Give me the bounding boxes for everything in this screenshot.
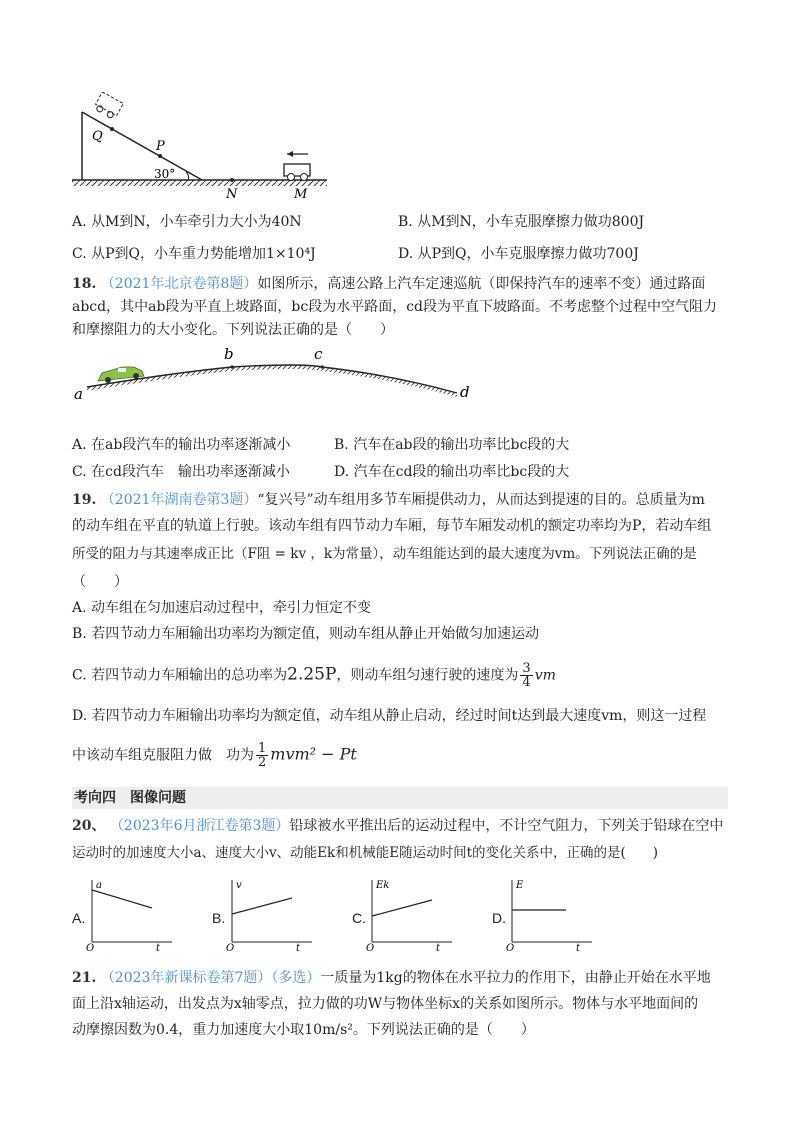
graph-d-label: D. bbox=[492, 910, 506, 926]
q19-text1: “复兴号”动车组用多节车厢提供动力，从而达到提速的目的。总质量为m bbox=[257, 492, 705, 508]
label-b: b bbox=[224, 345, 234, 363]
y-axis-label: Ek bbox=[376, 880, 390, 891]
q17-option-a: A. 从M到N，小车牵引力大小为40N bbox=[72, 214, 302, 230]
q19-option-b: B. 若四节动力车厢输出功率均为额定值，则动车组从静止开始做匀加速运动 bbox=[72, 626, 540, 642]
q20-stem-line2: 运动时的加速度大小a、速度大小v、动能Ek和机械能E随运动时间t的变化关系中，正确的是( ) bbox=[72, 845, 659, 861]
label-p: P bbox=[156, 139, 165, 154]
point-p-dot bbox=[158, 154, 162, 158]
cart bbox=[284, 164, 310, 181]
ground-hatch bbox=[72, 180, 327, 186]
q21-stem-line2: 面上沿x轴运动，出发点为x轴零点，拉力做的功W与物体坐标x的关系如图所示。物体与水平地面间的 bbox=[72, 996, 699, 1012]
q20-stem-line1 bbox=[72, 816, 723, 836]
q18-text1: 如图所示，高速公路上汽车定速巡航（即保持汽车的速率不变）通过路面 bbox=[257, 276, 706, 292]
q19-stem-line1 bbox=[72, 490, 705, 510]
q19-option-c-mid: ，则动车组匀速行驶的速度为 bbox=[336, 667, 519, 684]
q19-option-c-pre: C. 若四节动力车厢输出的总功率为 bbox=[72, 667, 288, 684]
q19-option-c-power: 2.25P bbox=[287, 664, 337, 685]
q19-option-d-line2 bbox=[72, 742, 357, 769]
q18-option-d: D. 汽车在cd段的输出功率比bc段的大 bbox=[334, 464, 570, 480]
y-axis-label: E bbox=[516, 880, 524, 891]
q19-source: （2021年湖南卷第3题） bbox=[100, 492, 258, 508]
q19-option-d-fraction bbox=[256, 742, 268, 769]
graph-line bbox=[92, 890, 152, 908]
q19-option-d-pre: 中该动车组克服阻力做 功为 bbox=[72, 747, 254, 764]
q19-stem-line2: 的动车组在平直的轨道上行驶。该动车组有四节动力车厢，每节车厢发动机的额定功率均为P，若动车组 bbox=[72, 518, 712, 534]
road-hatch bbox=[87, 365, 457, 397]
point-c-dot bbox=[320, 365, 323, 368]
q18-stem-line2: abcd，其中ab段为平直上坡路面，bc段为水平路面，cd段为平直下坡路面。不考虑整个过程中空气阻力 bbox=[72, 299, 718, 315]
fraction-numerator: 1 bbox=[258, 741, 267, 756]
q21-stem-line1 bbox=[72, 968, 711, 988]
q18-stem-line1 bbox=[72, 274, 705, 294]
origin-label: O bbox=[86, 943, 95, 952]
fraction-denominator: 4 bbox=[522, 675, 531, 690]
section-heading: 考向四 图像问题 bbox=[72, 787, 728, 809]
q18-option-c: C. 在cd段汽车 输出功率逐渐减小 bbox=[72, 464, 290, 480]
graph-d bbox=[506, 876, 596, 952]
point-q-dot bbox=[110, 127, 114, 131]
graph-line bbox=[232, 898, 292, 914]
label-m: M bbox=[294, 187, 308, 202]
q21-number: 21. bbox=[72, 970, 97, 986]
q21-text1: 一质量为1kg的物体在水平拉力的作用下，由静止开始在水平地 bbox=[320, 970, 711, 986]
graph-b-label: B. bbox=[212, 910, 226, 926]
q20-graphs bbox=[72, 876, 732, 956]
q19-option-c-fraction bbox=[520, 662, 532, 689]
graph-c bbox=[366, 876, 456, 952]
q20-number: 20、 bbox=[72, 818, 106, 834]
point-b-dot bbox=[230, 365, 233, 368]
incline-figure bbox=[72, 92, 332, 204]
label-c: c bbox=[314, 345, 323, 363]
q18-option-a: A. 在ab段汽车的输出功率逐渐减小 bbox=[72, 437, 291, 453]
dashed-cart bbox=[93, 92, 123, 120]
q19-option-d-line1: D. 若四节动力车厢输出功率均为额定值，动车组从静止启动，经过时间t达到最大速度vm，则这一过程 bbox=[72, 708, 707, 724]
road-figure bbox=[72, 345, 472, 405]
q18-number: 18. bbox=[72, 276, 97, 292]
graph-c-label: C. bbox=[352, 910, 366, 926]
q18-source: （2021年北京卷第8题） bbox=[100, 276, 258, 292]
origin-label: O bbox=[506, 943, 515, 952]
q19-option-a: A. 动车组在匀加速启动过程中，牵引力恒定不变 bbox=[72, 600, 372, 616]
q20-source: （2023年6月浙江卷第3题） bbox=[109, 818, 290, 834]
q18-stem-line3: 和摩擦阻力的大小变化。下列说法正确的是（ ） bbox=[72, 322, 394, 338]
label-angle: 30° bbox=[154, 167, 176, 181]
graph-line bbox=[372, 900, 432, 916]
fraction-numerator: 3 bbox=[522, 661, 531, 676]
label-a: a bbox=[74, 385, 83, 403]
x-axis-label: t bbox=[156, 943, 161, 952]
q19-stem-line3: 所受的阻力与其速率成正比（F阻 = kv ，k为常量），动车组能达到的最大速度为vm。下列说法正确的是 bbox=[72, 546, 697, 562]
q19-option-c-var: vm bbox=[534, 667, 556, 684]
x-axis-label: t bbox=[576, 943, 581, 952]
x-axis-label: t bbox=[296, 943, 301, 952]
q19-stem-line4: （ ） bbox=[72, 574, 128, 590]
q21-stem-line3: 动摩擦因数为0.4，重力加速度大小取10m/s²。下列说法正确的是（ ） bbox=[72, 1022, 535, 1038]
point-n-dot bbox=[230, 178, 234, 182]
origin-label: O bbox=[366, 943, 375, 952]
q19-option-c bbox=[72, 662, 556, 689]
graph-a bbox=[86, 876, 176, 952]
y-axis-label: v bbox=[236, 880, 242, 891]
graph-a-label: A. bbox=[72, 910, 86, 926]
q20-text1: 铅球被水平推出后的运动过程中，不计空气阻力，下列关于铅球在空中 bbox=[289, 818, 724, 834]
label-q: Q bbox=[92, 129, 103, 144]
y-axis-label: a bbox=[96, 880, 102, 891]
q17-option-d: D. 从P到Q，小车克服摩擦力做功700J bbox=[398, 246, 639, 262]
angle-arc bbox=[186, 172, 189, 180]
q19-option-d-expression: mvm² − Pt bbox=[270, 744, 357, 764]
incline-surface bbox=[82, 112, 202, 180]
q21-source: （2023年新课标卷第7题）（多选） bbox=[100, 970, 321, 986]
graph-b bbox=[226, 876, 316, 952]
fraction-denominator: 2 bbox=[258, 755, 267, 770]
label-d: d bbox=[460, 383, 470, 401]
q18-option-b: B. 汽车在ab段的输出功率比bc段的大 bbox=[334, 437, 570, 453]
arrow-head bbox=[287, 151, 293, 157]
q19-number: 19. bbox=[72, 492, 97, 508]
q17-option-c: C. 从P到Q，小车重力势能增加1×10⁴J bbox=[72, 246, 316, 262]
q17-option-b: B. 从M到N，小车克服摩擦力做功800J bbox=[398, 214, 645, 230]
origin-label: O bbox=[226, 943, 235, 952]
label-n: N bbox=[226, 187, 238, 202]
x-axis-label: t bbox=[436, 943, 441, 952]
